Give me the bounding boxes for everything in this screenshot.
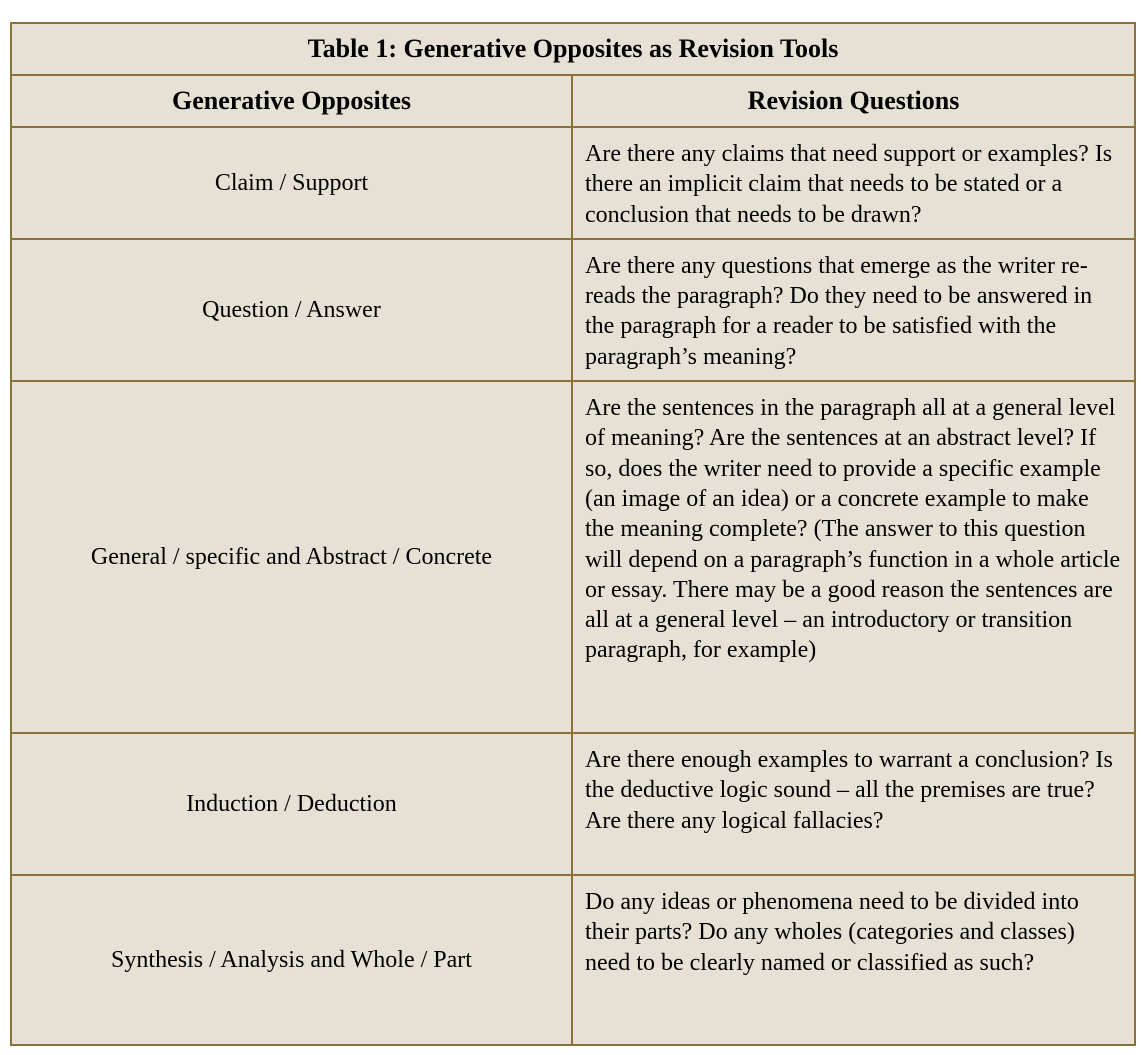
opposite-cell: Induction / Deduction xyxy=(11,733,572,875)
column-header-revision-questions: Revision Questions xyxy=(572,75,1135,127)
table-header-row xyxy=(11,75,1135,127)
table-caption-row xyxy=(11,23,1135,75)
opposite-cell: Question / Answer xyxy=(11,239,572,381)
question-cell: Are there any claims that need support or examples? Is there an implicit claim that needs to be stated or a conclusion that needs to be drawn? xyxy=(572,127,1135,239)
table-caption: Table 1: Generative Opposites as Revision Tools xyxy=(11,23,1135,75)
table-row xyxy=(11,239,1135,381)
opposite-cell: Claim / Support xyxy=(11,127,572,239)
table-row xyxy=(11,875,1135,1045)
column-header-generative-opposites: Generative Opposites xyxy=(11,75,572,127)
opposite-cell: General / specific and Abstract / Concrete xyxy=(11,381,572,733)
question-cell: Are there any questions that emerge as the writer re-reads the paragraph? Do they need to be answered in the paragraph for a reader to be satisfied with the paragraph’s meaning? xyxy=(572,239,1135,381)
table-row xyxy=(11,733,1135,875)
question-cell: Are there enough examples to warrant a conclusion? Is the deductive logic sound – all the premises are true? Are there any logical fallacies? xyxy=(572,733,1135,875)
table-row xyxy=(11,127,1135,239)
question-cell: Do any ideas or phenomena need to be divided into their parts? Do any wholes (categories and classes) need to be clearly named or classified as such? xyxy=(572,875,1135,1045)
question-cell: Are the sentences in the paragraph all at a general level of meaning? Are the sentences at an abstract level? If so, does the writer need to provide a specific example (an image of an idea) or a concrete example to make the meaning complete? (The answer to this question will depend on a paragraph’s function in a whole article or essay. There may be a good reason the sentences are all at a general level – an introductory or transition paragraph, for example) xyxy=(572,381,1135,733)
opposite-cell: Synthesis / Analysis and Whole / Part xyxy=(11,875,572,1045)
revision-tools-table xyxy=(10,22,1136,1046)
table-row xyxy=(11,381,1135,733)
